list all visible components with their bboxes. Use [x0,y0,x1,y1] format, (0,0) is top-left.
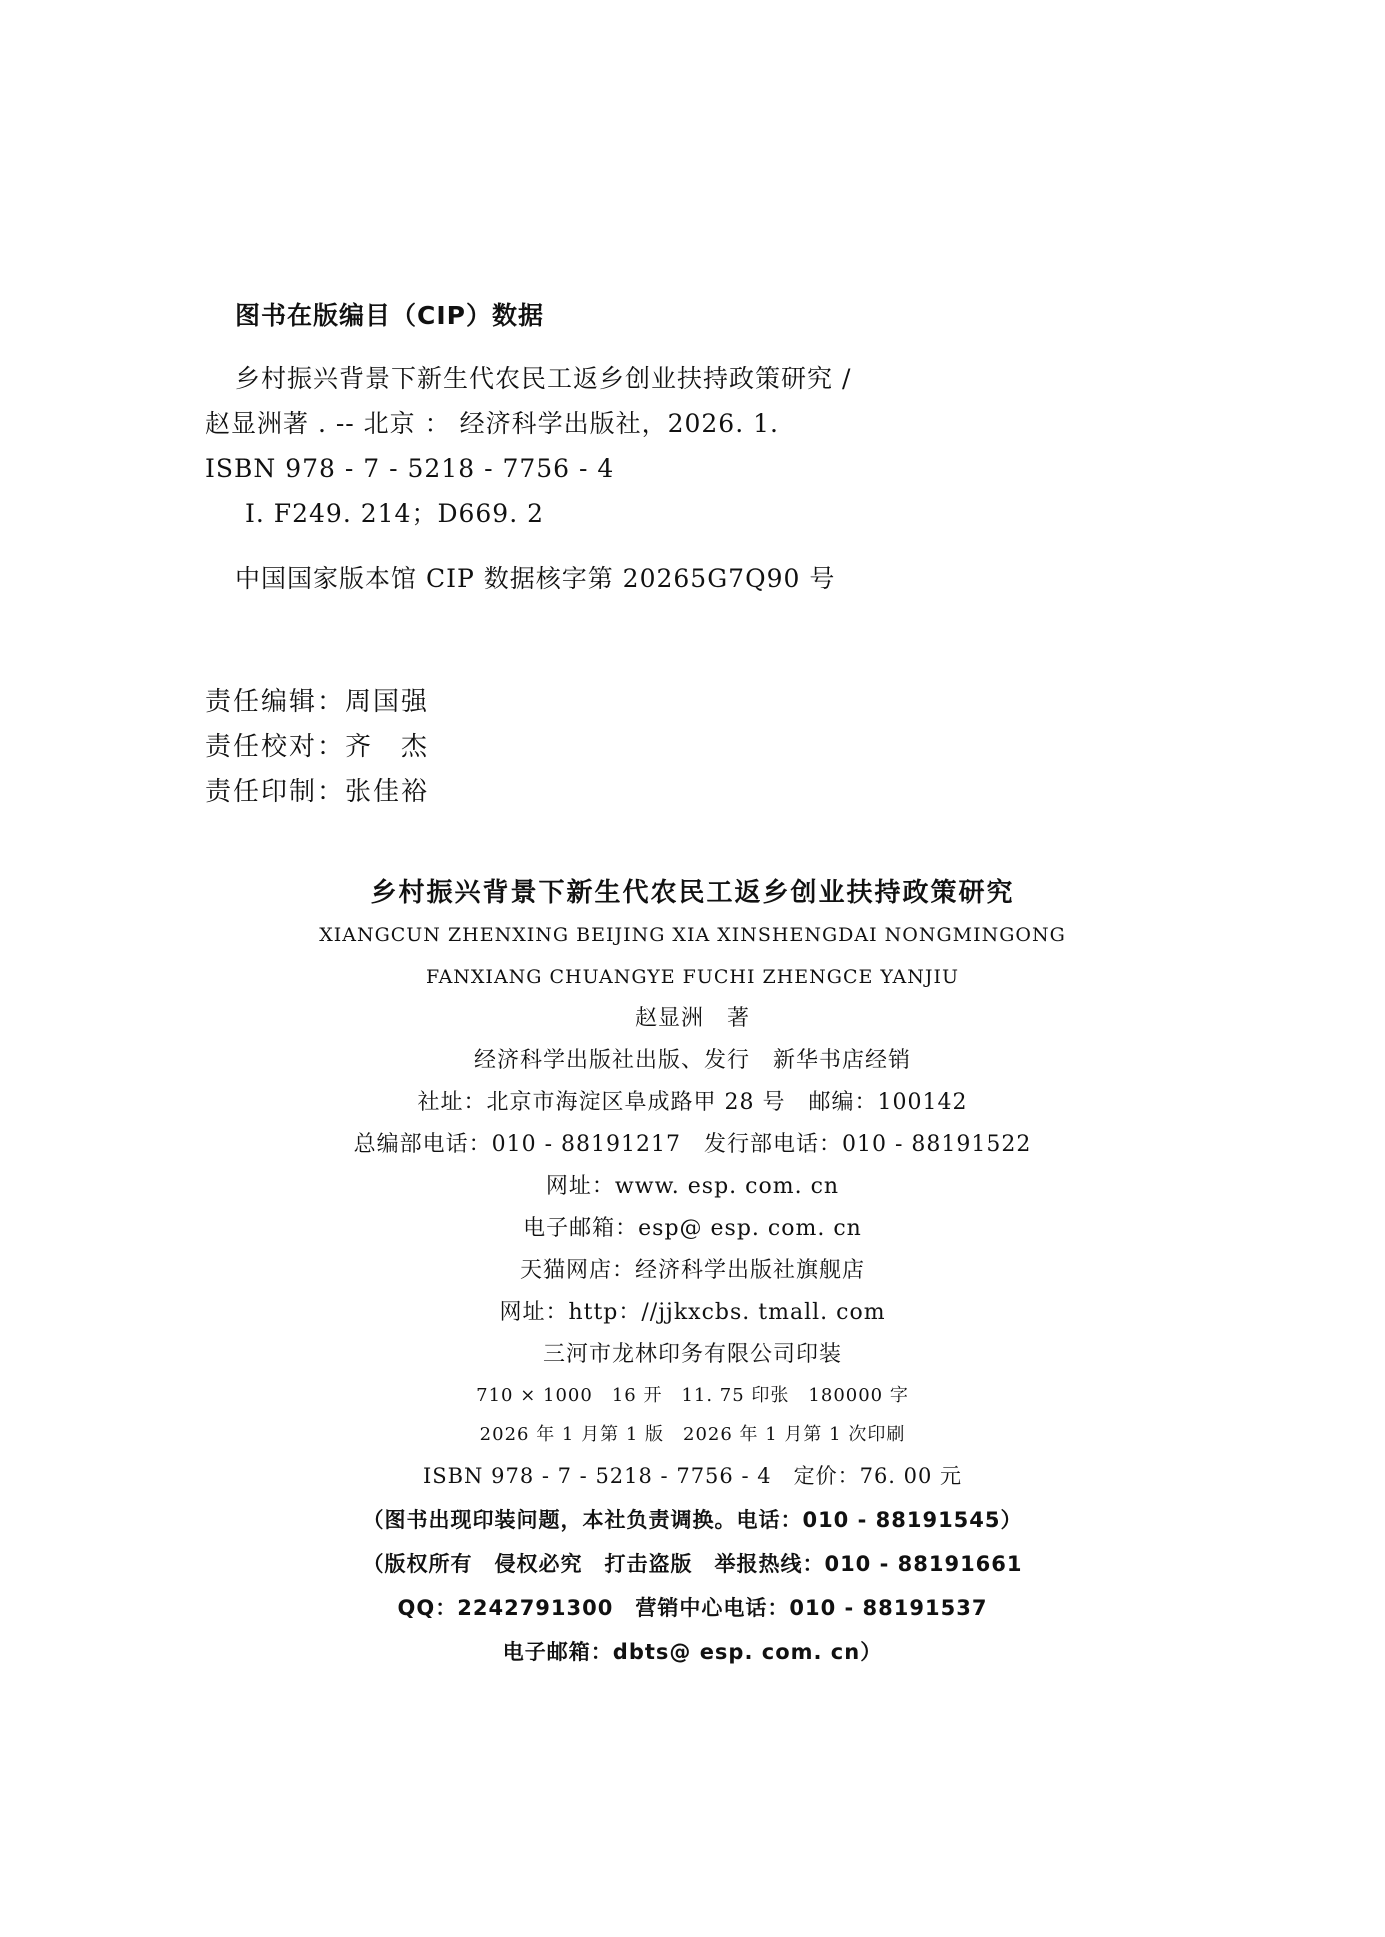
staff-proofreader [205,725,429,770]
responsible-staff [205,680,429,815]
colophon [0,872,1385,1674]
colophon-tmall-url: 网址：http：//jjkxcbs. tmall. com [499,1300,886,1325]
colophon-tmall-store: 天猫网店：经济科学出版社旗舰店 [519,1258,865,1283]
staff-name: 张佳裕 [345,777,430,807]
colophon-phones: 总编部电话：010 - 88191217 发行部电话：010 - 88191522 [353,1132,1032,1157]
colophon-website: 网址：www. esp. com. cn [545,1174,840,1199]
cip-author-publisher-line: 赵显洲著 . -- 北京 ： 经济科学出版社，2026. 1. [205,409,779,438]
staff-role: 责任校对： [205,732,346,762]
colophon-notice-qq: QQ：2242791300 营销中心电话：010 - 88191537 [397,1596,988,1620]
colophon-isbn-price: ISBN 978 - 7 - 5218 - 7756 - 4 定价：76. 00 元 [422,1464,963,1488]
colophon-notice-replacement: （图书出现印装问题，本社负责调换。电话：010 - 88191545） [362,1508,1023,1532]
cip-title-line: 乡村振兴背景下新生代农民工返乡创业扶持政策研究 / [235,364,852,393]
colophon-notice-email: 电子邮箱：dbts@ esp. com. cn） [502,1640,883,1664]
staff-printing-supervisor [205,770,429,815]
colophon-edition: 2026 年 1 月第 1 版 2026 年 1 月第 1 次印刷 [479,1424,906,1445]
colophon-address: 社址：北京市海淀区阜成路甲 28 号 邮编：100142 [417,1090,968,1115]
colophon-author: 赵显洲 著 [634,1006,750,1031]
staff-editor [205,680,429,725]
colophon-publisher: 经济科学出版社出版、发行 新华书店经销 [473,1048,911,1073]
cip-classification-line: Ⅰ. F249. 214；D669. 2 [245,499,545,528]
colophon-printer: 三河市龙林印务有限公司印装 [542,1342,842,1367]
cip-heading: 图书在版编目（CIP）数据 [235,301,544,330]
cip-isbn-line: ISBN 978 - 7 - 5218 - 7756 - 4 [205,454,615,483]
staff-name: 周国强 [345,687,430,717]
colophon-pinyin-title-2: FANXIANG CHUANGYE FUCHI ZHENGCE YANJIU [426,966,959,988]
staff-role: 责任印制： [205,777,346,807]
colophon-email: 电子邮箱：esp@ esp. com. cn [523,1216,862,1241]
colophon-format: 710 × 1000 16 开 11. 75 印张 180000 字 [476,1385,909,1406]
cip-record-number: 中国国家版本馆 CIP 数据核字第 20265G7Q90 号 [235,564,836,593]
staff-name: 齐 杰 [345,732,430,762]
colophon-title: 乡村振兴背景下新生代农民工返乡创业扶持政策研究 [370,878,1015,908]
colophon-notice-copyright: （版权所有 侵权必究 打击盗版 举报热线：010 - 88191661 [362,1552,1023,1576]
colophon-pinyin-title-1: XIANGCUN ZHENXING BEIJING XIA XINSHENGDAI NONGMINGONG [319,924,1066,946]
staff-role: 责任编辑： [205,687,346,717]
cip-data-block [205,296,965,601]
